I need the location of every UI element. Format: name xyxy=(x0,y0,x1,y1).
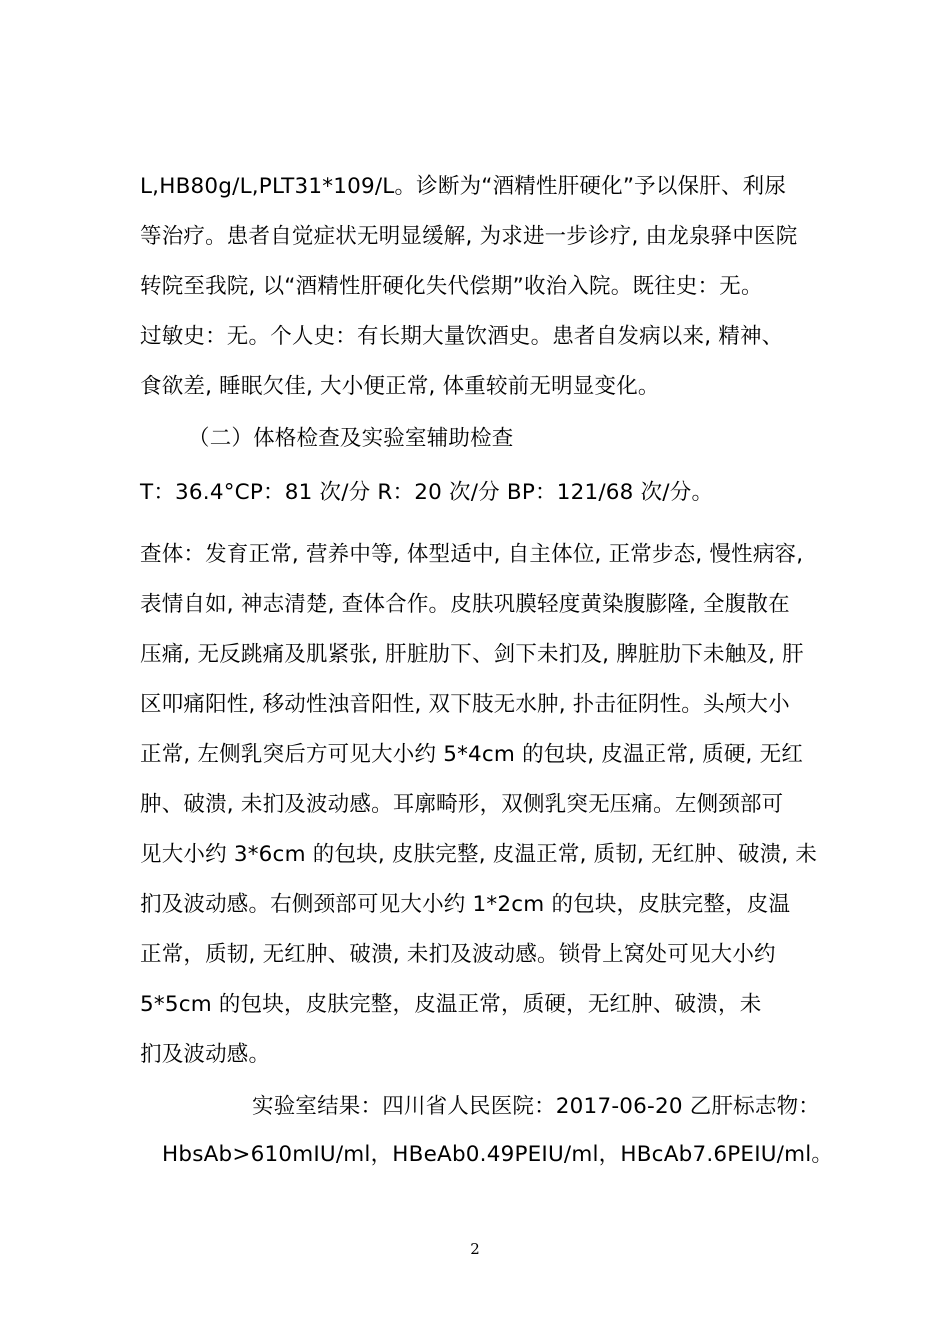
lab-results-line-2: HbsAb>610mIU/ml，HBeAb0.49PEIU/ml，HBcAb7.6PEIU/ml。 xyxy=(162,1142,834,1167)
paragraph2-line-8: 扪及波动感。右侧颈部可见大小约 1*2cm 的包块，皮肤完整，皮温 xyxy=(140,892,791,917)
paragraph2-line-2: 表情自如, 神志清楚, 查体合作。皮肤巩膜轻度黄染腹膨隆, 全腹散在 xyxy=(140,592,790,617)
paragraph2-line-5: 正常, 左侧乳突后方可见大小约 5*4cm 的包块, 皮温正常, 质硬, 无红 xyxy=(140,742,804,767)
vitals-line: T：36.4°CP：81 次/分 R：20 次/分 BP：121/68 次/分。 xyxy=(140,480,714,505)
paragraph2-line-7: 见大小约 3*6cm 的包块, 皮肤完整, 皮温正常, 质韧, 无红肿、破溃, 未 xyxy=(140,842,818,867)
paragraph2-line-3: 压痛, 无反跳痛及肌紧张, 肝脏肋下、剑下未扪及, 脾脏肋下未触及, 肝 xyxy=(140,642,804,667)
paragraph1-line-4: 过敏史：无。个人史：有长期大量饮酒史。患者自发病以来, 精神、 xyxy=(140,324,784,349)
paragraph2-line-1: 查体：发育正常, 营养中等, 体型适中, 自主体位, 正常步态, 慢性病容, xyxy=(140,542,804,567)
section-heading: （二）体格检查及实验室辅助检查 xyxy=(188,426,514,451)
paragraph2-line-9: 正常，质韧, 无红肿、破溃, 未扪及波动感。锁骨上窝处可见大小约 xyxy=(140,942,776,967)
paragraph1-line-2: 等治疗。患者自觉症状无明显缓解, 为求进一步诊疗, 由龙泉驿中医院 xyxy=(140,224,798,249)
page-number: 2 xyxy=(470,1240,480,1258)
paragraph1-line-1: L,HB80g/L,PLT31*109/L。诊断为“酒精性肝硬化”予以保肝、利尿 xyxy=(140,174,787,199)
paragraph1-line-3: 转院至我院, 以“酒精性肝硬化失代偿期”收治入院。既往史：无。 xyxy=(140,274,763,299)
paragraph2-line-11: 扪及波动感。 xyxy=(140,1042,271,1067)
paragraph1-line-5: 食欲差, 睡眠欠佳, 大小便正常, 体重较前无明显变化。 xyxy=(140,374,660,399)
paragraph2-line-10: 5*5cm 的包块，皮肤完整，皮温正常，质硬，无红肿、破溃，未 xyxy=(140,992,762,1017)
lab-results-line-1: 实验室结果：四川省人民医院：2017-06-20 乙肝标志物： xyxy=(252,1094,820,1119)
paragraph2-line-6: 肿、破溃, 未扪及波动感。耳廓畸形，双侧乳突无压痛。左侧颈部可 xyxy=(140,792,784,817)
paragraph2-line-4: 区叩痛阳性, 移动性浊音阳性, 双下肢无水肿, 扑击征阴性。头颅大小 xyxy=(140,692,790,717)
